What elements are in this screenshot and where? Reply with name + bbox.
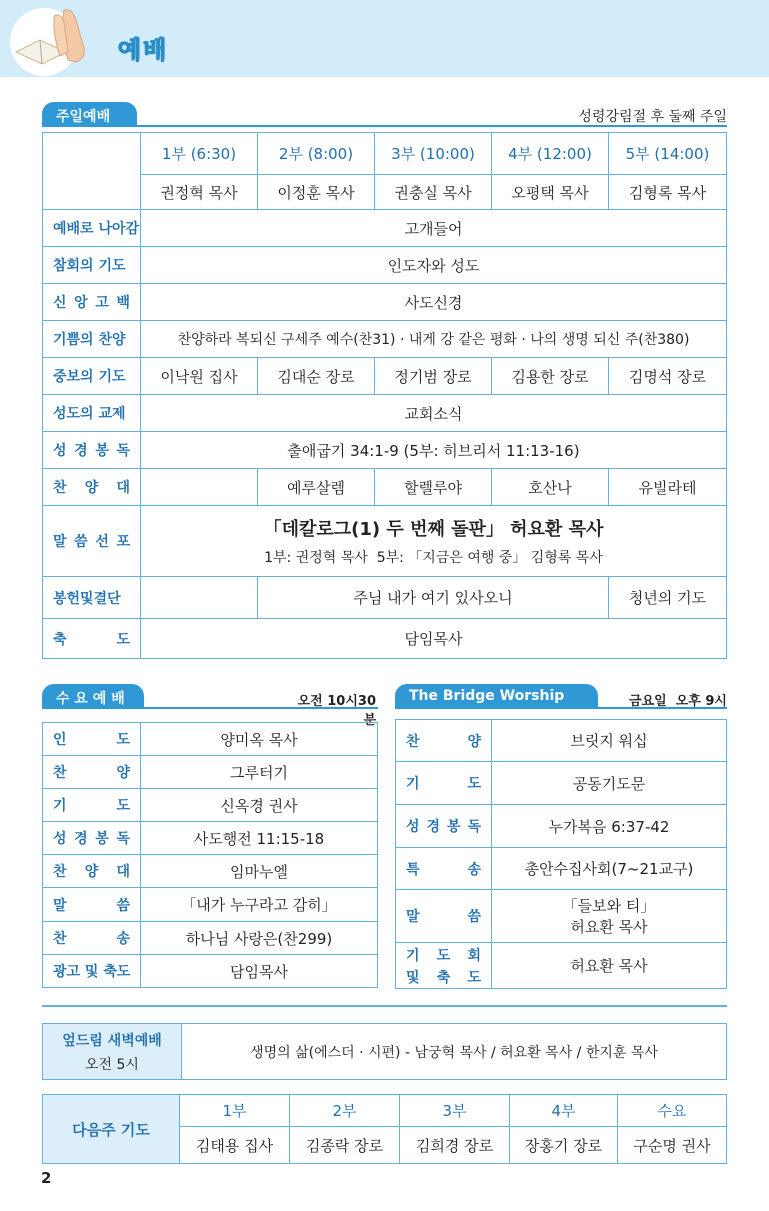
row-label (43, 723, 141, 756)
label-char: 대 (116, 480, 130, 496)
row-value: 정기범 장로 (375, 358, 492, 395)
nextweek-header: 2부 (290, 1095, 400, 1127)
row-label: 광고 및 축도 (43, 955, 141, 987)
row-value: 담임목사 (404, 630, 463, 648)
row-value: 사도행전 11:15-18 (141, 822, 377, 855)
service-time: 5부 (14:00) (609, 133, 726, 175)
label-char: 독 (116, 443, 130, 459)
service-pastor: 이정훈 목사 (258, 175, 375, 210)
row-value-empty (141, 469, 258, 506)
label-char: 축 (436, 969, 451, 986)
dawn-value: 생명의 삶(에스더 · 시편) - 남궁혁 목사 / 허요환 목사 / 한지훈 목사 (250, 1044, 658, 1061)
sermon-sub: 1부: 권정혁 목사 5부: 「지금은 여행 중」 김형록 목사 (264, 550, 603, 566)
row-value: 그루터기 (141, 756, 377, 789)
label-char: 씀 (116, 897, 130, 914)
service-time: 1부 (6:30) (141, 133, 258, 175)
nextweek-table (42, 1094, 727, 1164)
row-value: 「내가 누구라고 감히」 (141, 888, 377, 922)
label-char: 말 (53, 897, 67, 914)
sunday-tab: 주일예배 (42, 102, 137, 126)
label-line (406, 945, 481, 965)
nextweek-name: 김희경 장로 (400, 1127, 510, 1163)
wednesday-tab: 수 요 예 배 (42, 684, 144, 708)
label-char: 도 (116, 732, 130, 748)
row-value: 주님 내가 여기 있사오니 (258, 577, 609, 619)
label-char: 도 (467, 776, 481, 792)
page-title: 예배 (118, 36, 169, 64)
service-pastor: 권정혁 목사 (141, 175, 258, 210)
page-header (0, 0, 769, 77)
label-char: 씀 (74, 534, 88, 550)
service-time: 3부 (10:00) (375, 133, 492, 175)
row-label: 참회의 기도 (43, 247, 141, 284)
label-char: 찬 (53, 765, 67, 781)
row-value: 사도신경 (141, 284, 726, 321)
row-value: 인도자와 성도 (141, 247, 726, 284)
label-char: 찬 (53, 864, 67, 880)
nextweek-name: 장홍기 장로 (510, 1127, 618, 1163)
label-char: 경 (426, 819, 441, 835)
label-char: 양 (84, 480, 99, 496)
label-char: 기 (406, 776, 420, 792)
row-label (396, 848, 492, 890)
row-value: 할렐루야 (375, 469, 492, 506)
label-char: 성 (406, 819, 420, 835)
nextweek-header: 1부 (180, 1095, 290, 1127)
dawn-table (42, 1023, 727, 1080)
row-label (43, 822, 141, 855)
label-char: 성 (53, 831, 67, 847)
nextweek-name: 구순명 권사 (633, 1136, 711, 1155)
label-char: 경 (74, 443, 88, 459)
label-char: 양 (84, 864, 99, 880)
row-value: 김명석 장로 (609, 358, 726, 395)
bridge-tab: The Bridge Worship (395, 684, 598, 708)
row-value: 찬양하라 복되신 구세주 예수(찬31) · 내게 강 같은 평화 · 나의 생명 되신 주(찬380) (141, 321, 726, 358)
row-value: 유빌라테 (609, 469, 726, 506)
row-value: 총안수집사회(7~21교구) (492, 848, 726, 890)
label-char: 씀 (467, 909, 481, 925)
bridge-time: 금요일 오후 9시 (629, 694, 727, 709)
label-char: 특 (406, 861, 420, 878)
wednesday-table (42, 722, 378, 988)
nextweek-header: 3부 (400, 1095, 510, 1127)
label-char: 도 (116, 631, 130, 648)
row-value: 김용한 장로 (492, 358, 609, 395)
row-label: 중보의 기도 (43, 358, 141, 395)
praying-hands-icon (6, 2, 96, 76)
nextweek-label: 다음주 기도 (43, 1095, 180, 1163)
bridge-table (395, 719, 727, 989)
page-number: 2 (41, 1169, 52, 1187)
row-value: 고개들어 (141, 210, 726, 247)
label-char: 도 (436, 947, 451, 964)
label-char: 도 (116, 798, 130, 814)
label-char: 봉 (446, 819, 461, 835)
row-label (43, 432, 141, 469)
row-label (396, 762, 492, 805)
service-pastor: 오평택 목사 (492, 175, 609, 210)
nextweek-name: 김종락 장로 (290, 1127, 400, 1163)
row-value: 김대순 장로 (258, 358, 375, 395)
row-label: 기쁨의 찬양 (43, 321, 141, 358)
row-label: 성도의 교제 (43, 395, 141, 432)
row-label (43, 469, 141, 506)
label-char: 백 (116, 295, 130, 311)
row-value: 누가복음 6:37-42 (492, 805, 726, 848)
wednesday-time: 오전 10시30분 (297, 694, 376, 728)
row-value: 공동기도문 (492, 762, 726, 805)
row-label (43, 619, 141, 658)
row-label (43, 855, 141, 888)
label-char: 경 (74, 831, 88, 847)
row-value: 교회소식 (141, 395, 726, 432)
row-value: 신옥경 권사 (141, 789, 377, 822)
row-label (43, 506, 141, 577)
label-char: 고 (95, 295, 109, 311)
sermon-cell (141, 506, 726, 577)
label-char: 앙 (74, 295, 88, 311)
row-value: 청년의 기도 (609, 577, 726, 619)
service-time: 2부 (8:00) (258, 133, 375, 175)
label-char: 봉 (95, 443, 109, 459)
label-char: 말 (53, 534, 67, 550)
row-value-empty (141, 577, 258, 619)
label-char: 독 (467, 819, 481, 835)
row-label (43, 789, 141, 822)
row-value: 양미옥 목사 (141, 723, 377, 756)
row-value: 「들보와 티」 (562, 897, 656, 915)
label-char: 선 (95, 534, 109, 550)
label-char: 봉 (95, 831, 109, 847)
row-value: 허요환 목사 (570, 918, 648, 936)
row-value: 예루살렘 (258, 469, 375, 506)
label-char: 말 (406, 909, 420, 925)
label-char: 양 (467, 733, 481, 750)
sunday-table (42, 132, 727, 659)
row-value: 브릿지 워십 (492, 720, 726, 762)
service-pastor: 김형록 목사 (609, 175, 726, 210)
row-label (43, 888, 141, 922)
dawn-time: 오전 5시 (85, 1056, 139, 1073)
label-char: 인 (53, 732, 67, 748)
label-char: 송 (116, 931, 130, 947)
row-label (396, 890, 492, 943)
label-char: 기 (406, 947, 420, 964)
label-char: 찬 (406, 733, 420, 750)
service-time: 4부 (12:00) (492, 133, 609, 175)
label-char: 독 (116, 831, 130, 847)
service-pastor: 권충실 목사 (375, 175, 492, 210)
row-value: 허요환 목사 (570, 957, 648, 975)
label-line (406, 967, 481, 987)
label-char: 찬 (53, 480, 67, 496)
row-value: 임마누엘 (141, 855, 377, 888)
nextweek-name: 김태용 집사 (180, 1127, 290, 1163)
label-char: 송 (467, 861, 481, 878)
label-char: 포 (116, 534, 130, 550)
row-label (43, 284, 141, 321)
row-label: 예배로 나아감 (43, 210, 141, 247)
label-char: 성 (53, 443, 67, 459)
row-label (396, 805, 492, 848)
row-label: 봉헌및결단 (43, 577, 141, 619)
label-char: 및 (406, 969, 420, 986)
label-char: 기 (53, 798, 67, 814)
nextweek-header: 4부 (510, 1095, 618, 1127)
label-char: 찬 (53, 931, 67, 947)
label-char: 회 (467, 947, 481, 964)
row-value: 출애굽기 34:1-9 (5부: 히브리서 11:13-16) (141, 432, 726, 469)
dawn-label (43, 1024, 182, 1079)
row-label (43, 922, 141, 955)
row-label (396, 943, 492, 988)
nextweek-header: 수요 (618, 1095, 726, 1127)
sunday-subtitle: 성령강림절 후 둘째 주일 (578, 109, 727, 125)
sermon-cell (492, 890, 726, 943)
label-char: 도 (467, 969, 481, 986)
section-divider (42, 1005, 727, 1007)
row-value: 이낙원 집사 (141, 358, 258, 395)
table-corner (43, 133, 141, 210)
row-value: 하나님 사랑은(찬299) (141, 922, 377, 955)
label-char: 대 (116, 864, 130, 880)
sermon-title: 「데칼로그(1) 두 번째 돌판」 허요환 목사 (263, 519, 604, 540)
row-value: 담임목사 (230, 962, 288, 981)
label-char: 양 (116, 765, 130, 781)
dawn-title: 엎드림 새벽예배 (62, 1032, 162, 1049)
label-char: 축 (53, 631, 67, 648)
row-label (43, 756, 141, 789)
row-value: 호산나 (492, 469, 609, 506)
label-char: 신 (53, 295, 67, 311)
row-label (396, 720, 492, 762)
